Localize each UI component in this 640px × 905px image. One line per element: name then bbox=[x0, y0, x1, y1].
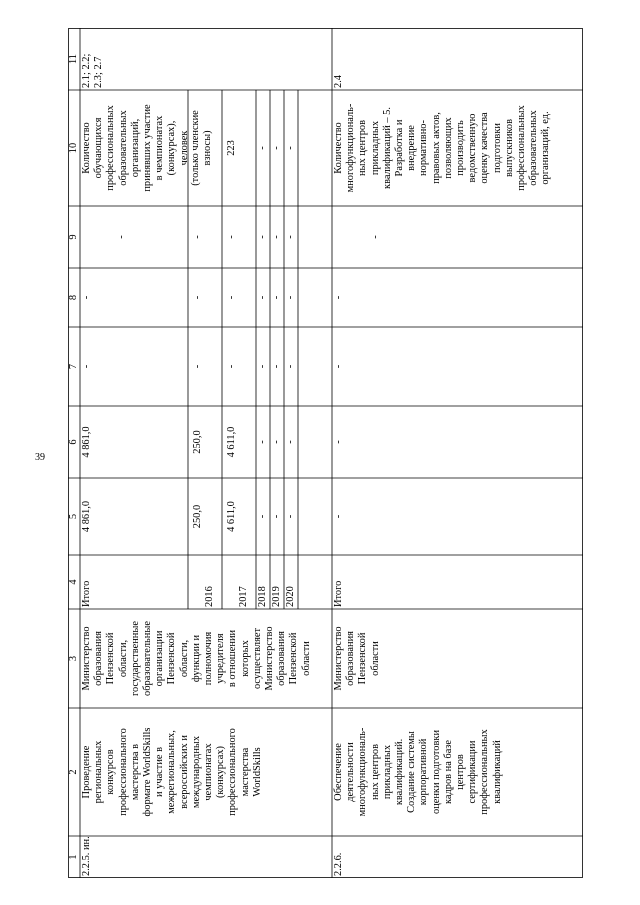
row2-c8: - bbox=[333, 295, 344, 300]
header-col-8: 8 bbox=[68, 294, 79, 301]
row1-2018-c7: - bbox=[257, 364, 268, 369]
row1-2020-c5: - bbox=[285, 514, 296, 519]
page-number: 39 bbox=[35, 452, 45, 463]
row1-executor: Министерство образования Пензенской области, государственные образовательные организации Пензенской области, функции и полномочия учредителя в отношении которых осуществляет Министерство образования Пензенской области bbox=[81, 621, 312, 696]
row2-ref: 2.4 bbox=[333, 75, 344, 88]
header-col-3: 3 bbox=[68, 655, 79, 662]
rotated-table-container bbox=[68, 28, 583, 878]
header-col-9: 9 bbox=[68, 234, 79, 240]
row1-total-c8: - bbox=[81, 295, 92, 300]
row1-2017-c8: - bbox=[226, 295, 237, 300]
header-col-2: 2 bbox=[68, 769, 79, 775]
header-col-10: 10 bbox=[68, 142, 79, 154]
header-col-6: 6 bbox=[68, 439, 79, 445]
row2-c9: - bbox=[370, 235, 381, 239]
row1-2019-c8: - bbox=[271, 295, 282, 300]
row1-2016-c5: 250,0 bbox=[192, 504, 203, 529]
row1-2017-c9: - bbox=[226, 235, 237, 239]
row2-indicator: Количество многофункциональ- ных центров прикладных квалификаций – 5. Разработка и внедрение нормативно- правовых актов, позволяющих производить ведомственную оценку качества подготовки выпускников профессиональных образовательных организаций, ед. bbox=[333, 103, 552, 193]
row1-2017-c7: - bbox=[226, 364, 237, 369]
row1-2019-c7: - bbox=[271, 364, 282, 369]
row1-number: 2.2.5. ин. bbox=[81, 836, 92, 876]
row1-2016-indicator-note: (только членские взносы) bbox=[190, 110, 214, 186]
row1-2019-c6: - bbox=[271, 440, 282, 444]
row1-2020-c6: - bbox=[285, 440, 296, 444]
row1-2017-c6: 4 611,0 bbox=[226, 426, 237, 458]
row2-number: 2.2.6. bbox=[333, 852, 344, 876]
row1-2020-c8: - bbox=[285, 295, 296, 300]
row2-executor: Министерство образования Пензенской области bbox=[333, 626, 381, 691]
row1-2018-label: 2018 bbox=[257, 586, 268, 607]
row1-ref: 2.1; 2.2; 2.3; 2.7 bbox=[81, 53, 105, 88]
row1-2016-c7: - bbox=[192, 364, 203, 369]
row1-2018-c9: - bbox=[257, 235, 268, 239]
row1-2017-indicator: 223 bbox=[226, 140, 237, 156]
row2-activity: Обеспечение деятельности многофункциональ- ных центров прикладных квалификаций. Создание системы корпоративной оценки подготовки кадров на базе центров сертификации профессиональных квалификаций bbox=[333, 727, 503, 817]
row1-2016-label: 2016 bbox=[204, 586, 215, 607]
row1-2020-c9: - bbox=[285, 235, 296, 239]
row1-2020-label: 2020 bbox=[285, 586, 296, 607]
row2-total-label: Итого bbox=[333, 580, 344, 607]
table-area bbox=[68, 28, 583, 878]
row1-2020-c7: - bbox=[285, 364, 296, 369]
row1-2016-c8: - bbox=[192, 295, 203, 300]
row1-2017-label: 2017 bbox=[238, 586, 249, 607]
row1-2019-label: 2019 bbox=[271, 586, 282, 607]
row1-total-c7: - bbox=[81, 364, 92, 369]
row1-2016-c6: 250,0 bbox=[192, 430, 203, 454]
row1-2019-c5: - bbox=[271, 514, 282, 519]
row1-activity: Проведение региональных конкурсов профессионального мастерства в формате WorldSkills и участие в межрегиональных, всероссийских и международных чемпионатах (конкурсах) профессионального мастерства WorldSkills bbox=[81, 727, 263, 817]
row1-2016-c9: - bbox=[192, 235, 203, 239]
header-col-11: 11 bbox=[68, 54, 79, 65]
row1-2019-indicator: - bbox=[271, 146, 282, 150]
row2-c5: - bbox=[333, 514, 344, 519]
row1-2018-c5: - bbox=[257, 514, 268, 519]
row1-2017-c5: 4 611,0 bbox=[226, 501, 237, 532]
header-col-7: 7 bbox=[68, 363, 79, 370]
row1-2019-c9: - bbox=[271, 235, 282, 239]
row1-2018-c8: - bbox=[257, 295, 268, 300]
header-col-5: 5 bbox=[68, 513, 79, 520]
row1-total-c6: 4 861,0 bbox=[81, 426, 92, 458]
row1-indicator: Количество обучающихся профессиональных образовательных организаций, принявших участие в чемпионатах (конкурсах), человек bbox=[81, 104, 190, 192]
row1-total-c9: - bbox=[116, 235, 127, 239]
header-col-1: 1 bbox=[68, 854, 79, 860]
header-col-4: 4 bbox=[68, 579, 79, 585]
row1-total-c5: 4 861,0 bbox=[81, 500, 92, 533]
row2-c7: - bbox=[333, 364, 344, 369]
row1-2020-indicator: - bbox=[285, 146, 296, 150]
row1-2018-c6: - bbox=[257, 440, 268, 444]
row2-c6: - bbox=[333, 440, 344, 444]
row1-2018-indicator: - bbox=[257, 146, 268, 150]
row1-total-label: Итого bbox=[81, 580, 92, 607]
